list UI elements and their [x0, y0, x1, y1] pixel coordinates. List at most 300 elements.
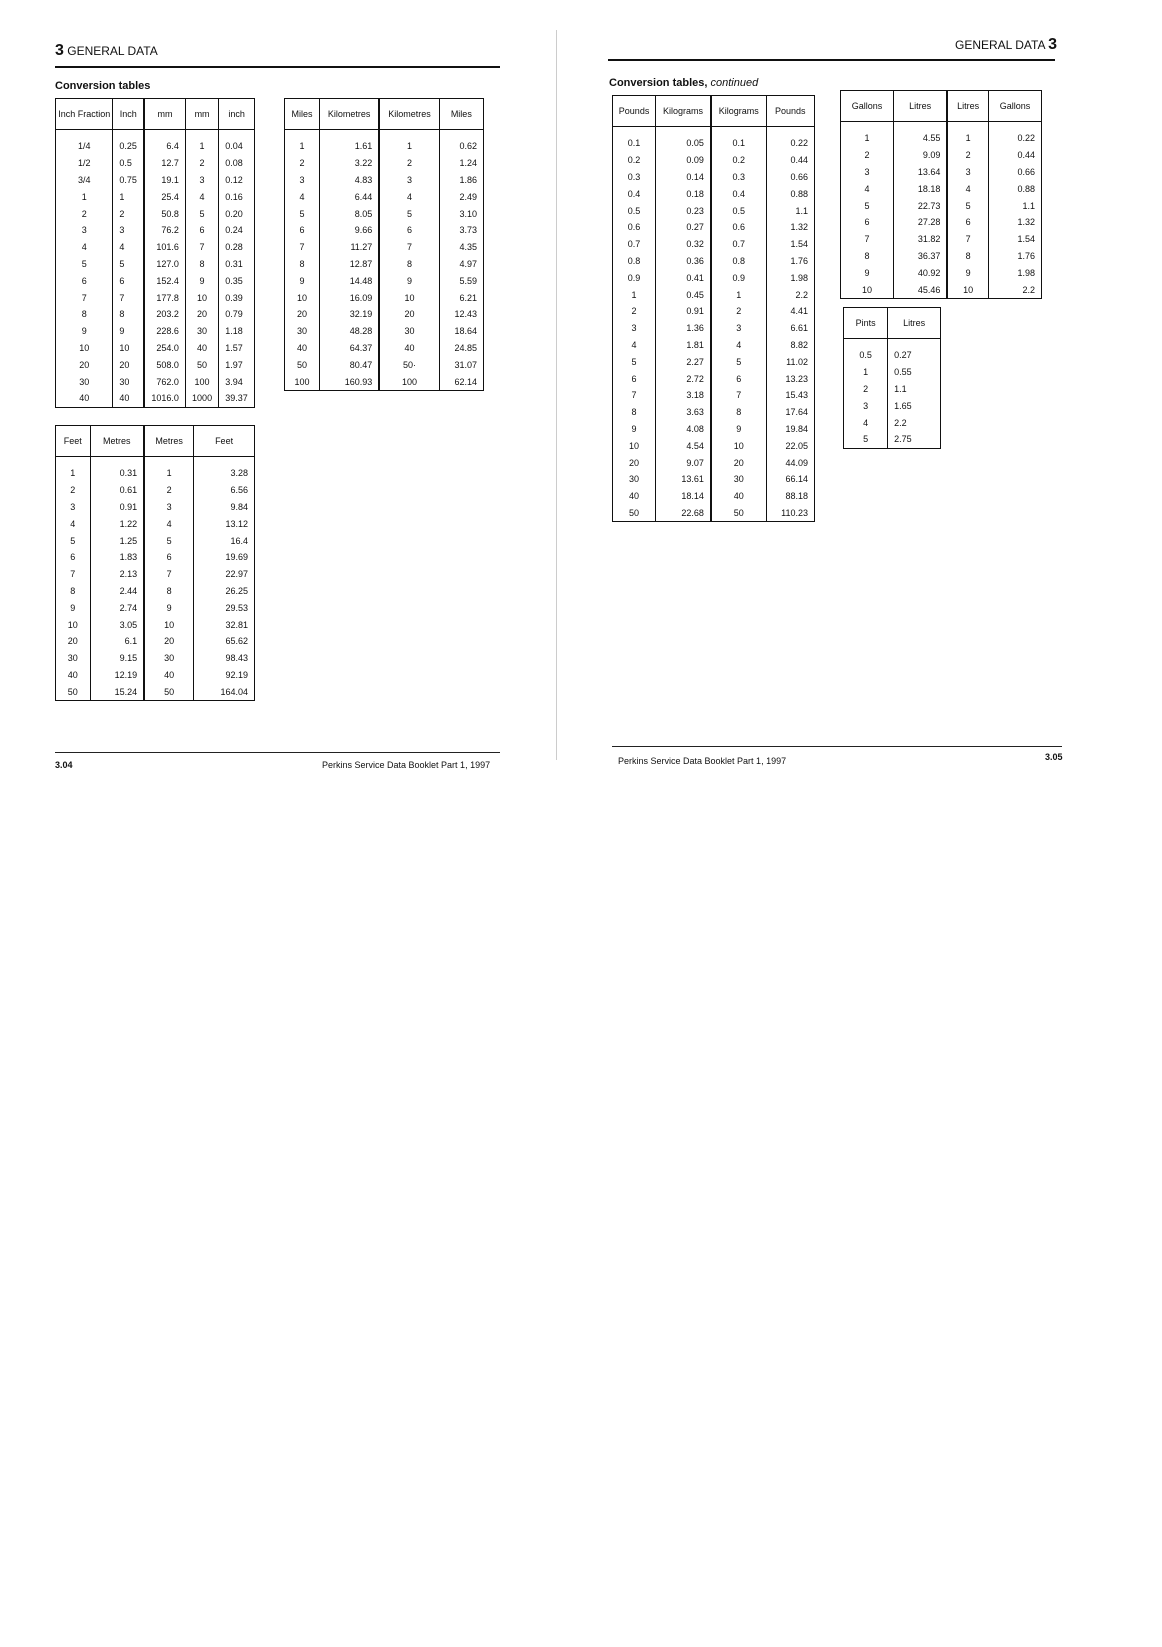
table-row: [613, 269, 815, 286]
table-row: [56, 499, 255, 516]
table-cell: 3: [144, 499, 194, 516]
table-row: [56, 549, 255, 566]
table-cell: 8: [144, 583, 194, 600]
table-cell: 7: [56, 289, 113, 306]
section-title: [609, 77, 758, 89]
table-row: [613, 169, 815, 186]
table-row: [613, 127, 815, 152]
table-cell: 1/4: [56, 130, 113, 155]
table-cell: 30: [56, 650, 91, 667]
table-cell: 50·: [379, 356, 439, 373]
table-cell: 15.43: [785, 390, 808, 401]
table-cell: 1.97: [225, 359, 243, 370]
table-cell: 6: [185, 222, 218, 239]
table-cell: 12.87: [319, 256, 379, 273]
table-cell: 762.0: [144, 373, 185, 390]
table-cell: 3: [947, 164, 988, 181]
table-cell: 7: [144, 566, 194, 583]
table-cell: 0.5: [613, 202, 656, 219]
table-cell: 2: [144, 482, 194, 499]
table-row: [285, 272, 484, 289]
table-cell: 2: [947, 147, 988, 164]
table-cell: 4: [285, 188, 320, 205]
table-cell: 32.81: [225, 619, 248, 630]
table-cell: 0.3: [711, 169, 766, 186]
table-cell: 3.94: [225, 376, 243, 387]
table-row: [613, 185, 815, 202]
table-cell: 1.76: [1017, 250, 1035, 261]
table-cell: 2.27: [656, 353, 711, 370]
table-cell: 5: [711, 353, 766, 370]
table-cell: 0.6: [711, 219, 766, 236]
table-cell: 3: [56, 499, 91, 516]
table-cell: 20: [285, 306, 320, 323]
table-cell: 1.98: [790, 272, 808, 283]
table-cell: 6: [711, 370, 766, 387]
table-row: [844, 431, 941, 448]
table-cell: 2: [844, 381, 888, 398]
table-cell: 19.69: [225, 552, 248, 563]
table-cell: 0.12: [225, 174, 243, 185]
table-cell: 9: [379, 272, 439, 289]
column-header: Kilometres: [319, 99, 379, 130]
page-number: 3.05: [1045, 752, 1063, 762]
table-cell: 20: [144, 633, 194, 650]
table-cell: 6.21: [459, 292, 477, 303]
table-cell: 27.28: [894, 214, 948, 231]
table-cell: 3: [711, 320, 766, 337]
table-cell: 4.83: [319, 172, 379, 189]
table-cell: 0.1: [613, 127, 656, 152]
table-cell: 1.86: [459, 174, 477, 185]
table-cell: 64.37: [319, 340, 379, 357]
table-cell: 1000: [185, 390, 218, 407]
table-cell: 65.62: [225, 636, 248, 647]
table-row: [56, 205, 255, 222]
table-cell: 1: [947, 122, 988, 147]
table-cell: 0.88: [790, 188, 808, 199]
section-title-suffix: continued: [710, 77, 759, 89]
table-cell: 4: [947, 180, 988, 197]
table-cell: 1: [113, 188, 144, 205]
table-row: [613, 421, 815, 438]
table-cell: 98.43: [225, 653, 248, 664]
table-cell: 10: [379, 289, 439, 306]
table-cell: 20: [379, 306, 439, 323]
header-rule: [608, 59, 1055, 61]
table-cell: 11.02: [786, 356, 808, 367]
table-cell: 4: [56, 239, 113, 256]
table-row: [56, 130, 255, 155]
column-header: inch: [219, 99, 255, 130]
table-cell: 29.53: [225, 602, 248, 613]
table-cell: 19.84: [785, 423, 808, 434]
table-cell: 4: [185, 188, 218, 205]
table-cell: 31.82: [894, 231, 948, 248]
table-cell: 45.46: [894, 281, 948, 298]
table-cell: 9: [711, 421, 766, 438]
table-cell: 9.66: [319, 222, 379, 239]
table-cell: 1.76: [790, 255, 808, 266]
header-row: [841, 91, 1042, 122]
table-cell: 0.3: [613, 169, 656, 186]
chapter-title: GENERAL DATA: [955, 38, 1045, 52]
footer-text: Perkins Service Data Booklet Part 1, 1997: [322, 760, 491, 770]
table-cell: 0.88: [1017, 183, 1035, 194]
table-cell: 0.05: [656, 127, 711, 152]
table-cell: 5: [947, 197, 988, 214]
table-cell: 1.54: [790, 239, 808, 250]
table-row: [56, 515, 255, 532]
table-cell: 2.72: [656, 370, 711, 387]
table-cell: 4: [144, 515, 194, 532]
table-cell: 0.9: [613, 269, 656, 286]
header-row: [56, 99, 255, 130]
table-cell: 7: [56, 566, 91, 583]
table-row: [844, 339, 941, 364]
table-cell: 0.31: [225, 258, 243, 269]
table-cell: 2.2: [795, 289, 808, 300]
table-cell: 3: [185, 172, 218, 189]
table-cell: 16.4: [230, 535, 248, 546]
table-cell: 5: [113, 256, 144, 273]
footer-rule: [612, 746, 1062, 747]
table-cell: 6: [285, 222, 320, 239]
table-row: [613, 404, 815, 421]
table-cell: 1: [144, 457, 194, 482]
table-cell: 20: [113, 356, 144, 373]
table-cell: 1: [56, 457, 91, 482]
table-cell: 0.8: [613, 253, 656, 270]
table-row: [56, 616, 255, 633]
table-cell: 177.8: [144, 289, 185, 306]
table-row: [613, 320, 815, 337]
table-cell: 3.63: [656, 404, 711, 421]
table-cell: 2: [56, 482, 91, 499]
table-cell: 20: [613, 454, 656, 471]
table-row: [56, 155, 255, 172]
chapter-title: GENERAL DATA: [67, 44, 158, 58]
table-cell: 1.81: [656, 337, 711, 354]
table-cell: 0.66: [1017, 166, 1035, 177]
table-cell: 9: [113, 323, 144, 340]
table-cell: 50: [285, 356, 320, 373]
table-cell: 88.18: [785, 491, 808, 502]
table-row: [56, 532, 255, 549]
table-row: [285, 306, 484, 323]
table-cell: 4: [56, 515, 91, 532]
table-cell: 0.6: [613, 219, 656, 236]
table-cell: 0.41: [656, 269, 711, 286]
table-cell: 20: [711, 454, 766, 471]
column-header: Metres: [90, 426, 144, 457]
table-cell: 2: [711, 303, 766, 320]
table-cell: 254.0: [144, 340, 185, 357]
table-cell: 3/4: [56, 172, 113, 189]
table-row: [613, 219, 815, 236]
table-cell: 101.6: [144, 239, 185, 256]
table-cell: 30: [56, 373, 113, 390]
table-cell: 3: [379, 172, 439, 189]
table-cell: 3: [613, 320, 656, 337]
header-row: [285, 99, 484, 130]
table-row: [613, 337, 815, 354]
table-cell: 5: [285, 205, 320, 222]
table-cell: 1.54: [1017, 234, 1035, 245]
table-cell: 1.1: [1022, 200, 1035, 211]
column-header: Feet: [194, 426, 255, 457]
table-cell: 6: [56, 549, 91, 566]
table-cell: 152.4: [144, 272, 185, 289]
table-row: [56, 457, 255, 482]
table-cell: 9: [56, 323, 113, 340]
table-cell: 15.24: [90, 683, 144, 700]
table-cell: 10: [613, 437, 656, 454]
table-cell: 2.2: [1022, 284, 1035, 295]
table-cell: 4.55: [894, 122, 948, 147]
table-cell: 40: [144, 667, 194, 684]
table-cell: 2.13: [90, 566, 144, 583]
table-row: [56, 667, 255, 684]
table-cell: 50: [144, 683, 194, 700]
table-cell: 8: [841, 248, 894, 265]
table-cell: 1/2: [56, 155, 113, 172]
table-row: [56, 599, 255, 616]
table-cell: 1.32: [1017, 217, 1035, 228]
table-cell: 10: [56, 340, 113, 357]
table-cell: 1016.0: [144, 390, 185, 407]
page-fold: [556, 30, 557, 760]
table-cell: 13.64: [894, 164, 948, 181]
table-cell: 3.10: [459, 208, 477, 219]
table-cell: 4: [711, 337, 766, 354]
table-cell: 2: [185, 155, 218, 172]
table-row: [613, 202, 815, 219]
table-cell: 100: [379, 373, 439, 390]
right-chapter-header: [955, 36, 1057, 54]
table-cell: 0.25: [113, 130, 144, 155]
table-cell: 3: [56, 222, 113, 239]
table-cell: 5: [379, 205, 439, 222]
table-cell: 0.14: [656, 169, 711, 186]
table-cell: 9.07: [656, 454, 711, 471]
table-cell: 9.09: [894, 147, 948, 164]
table-cell: 7: [711, 387, 766, 404]
table-cell: 7: [379, 239, 439, 256]
table-cell: 40: [711, 488, 766, 505]
table-cell: 9: [56, 599, 91, 616]
table-cell: 32.19: [319, 306, 379, 323]
column-header: Gallons: [988, 91, 1041, 122]
table-cell: 30: [613, 471, 656, 488]
table-cell: 19.1: [144, 172, 185, 189]
table-row: [56, 188, 255, 205]
table-cell: 8.82: [790, 339, 808, 350]
table-row: [613, 303, 815, 320]
table-cell: 40: [113, 390, 144, 407]
table-row: [613, 236, 815, 253]
table-cell: 1: [841, 122, 894, 147]
table-cell: 508.0: [144, 356, 185, 373]
table-row: [56, 256, 255, 273]
table-cell: 5: [144, 532, 194, 549]
table-cell: 2.2: [894, 417, 907, 428]
table-cell: 4: [844, 414, 888, 431]
table-row: [841, 248, 1042, 265]
table-cell: 10: [285, 289, 320, 306]
table-cell: 50: [711, 505, 766, 522]
table-cell: 5: [844, 431, 888, 448]
table-cell: 8: [711, 404, 766, 421]
table-cell: 0.91: [656, 303, 711, 320]
feet-metres-table: [55, 425, 255, 701]
pints-litres-table: [843, 307, 941, 449]
table-cell: 6: [613, 370, 656, 387]
table-row: [56, 650, 255, 667]
table-row: [613, 286, 815, 303]
table-cell: 0.31: [90, 457, 144, 482]
table-row: [841, 122, 1042, 147]
table-cell: 9: [185, 272, 218, 289]
table-cell: 2.44: [90, 583, 144, 600]
table-cell: 9: [144, 599, 194, 616]
table-cell: 25.4: [144, 188, 185, 205]
table-cell: 40: [613, 488, 656, 505]
table-cell: 1: [379, 130, 439, 155]
table-cell: 20: [56, 356, 113, 373]
table-row: [285, 256, 484, 273]
table-cell: 1.18: [225, 326, 243, 337]
table-cell: 0.27: [894, 350, 912, 361]
table-cell: 4.41: [790, 306, 808, 317]
table-cell: 0.4: [711, 185, 766, 202]
header-rule: [55, 66, 500, 68]
column-header: Inch: [113, 99, 144, 130]
table-row: [56, 356, 255, 373]
table-cell: 0.61: [90, 482, 144, 499]
table-row: [841, 214, 1042, 231]
table-cell: 2: [56, 205, 113, 222]
table-row: [56, 340, 255, 357]
table-cell: 0.36: [656, 253, 711, 270]
table-cell: 9: [613, 421, 656, 438]
table-cell: 1.65: [894, 400, 912, 411]
table-cell: 10: [185, 289, 218, 306]
table-cell: 30: [711, 471, 766, 488]
table-row: [56, 289, 255, 306]
table-cell: 1.25: [90, 532, 144, 549]
footer-text: Perkins Service Data Booklet Part 1, 1997: [618, 756, 787, 766]
table-cell: 2: [113, 205, 144, 222]
table-cell: 2: [379, 155, 439, 172]
table-cell: 2: [613, 303, 656, 320]
table-cell: 3.22: [319, 155, 379, 172]
table-cell: 18.18: [894, 180, 948, 197]
table-cell: 44.09: [785, 457, 808, 468]
table-cell: 0.24: [225, 225, 243, 236]
table-cell: 48.28: [319, 323, 379, 340]
table-cell: 24.85: [454, 342, 477, 353]
table-cell: 40.92: [894, 264, 948, 281]
table-cell: 6: [841, 214, 894, 231]
table-cell: 5: [613, 353, 656, 370]
table-cell: 50: [56, 683, 91, 700]
table-cell: 2.74: [90, 599, 144, 616]
table-cell: 10: [113, 340, 144, 357]
table-cell: 0.20: [225, 208, 243, 219]
column-header: mm: [144, 99, 185, 130]
table-cell: 0.55: [894, 367, 912, 378]
table-row: [841, 147, 1042, 164]
table-cell: 9.15: [90, 650, 144, 667]
table-cell: 7: [613, 387, 656, 404]
table-cell: 0.44: [1017, 150, 1035, 161]
table-cell: 160.93: [319, 373, 379, 390]
table-cell: 6: [144, 549, 194, 566]
table-cell: 0.45: [656, 286, 711, 303]
table-cell: 40: [185, 340, 218, 357]
table-cell: 0.7: [613, 236, 656, 253]
column-header: Litres: [888, 308, 941, 339]
table-cell: 7: [185, 239, 218, 256]
table-cell: 11.27: [319, 239, 379, 256]
table-row: [841, 231, 1042, 248]
column-header: Kilometres: [379, 99, 439, 130]
table-cell: 10: [56, 616, 91, 633]
table-row: [285, 289, 484, 306]
table-row: [613, 505, 815, 522]
table-cell: 14.48: [319, 272, 379, 289]
table-cell: 164.04: [220, 686, 248, 697]
table-cell: 0.39: [225, 292, 243, 303]
table-row: [613, 471, 815, 488]
table-row: [844, 397, 941, 414]
table-cell: 100: [185, 373, 218, 390]
table-row: [56, 482, 255, 499]
column-header: Feet: [56, 426, 91, 457]
table-cell: 39.37: [225, 393, 248, 404]
table-cell: 66.14: [785, 474, 808, 485]
table-cell: 3.28: [230, 468, 248, 479]
gallons-litres-table: [840, 90, 1042, 299]
table-cell: 0.22: [1017, 133, 1035, 144]
table-cell: 0.5: [711, 202, 766, 219]
table-row: [613, 253, 815, 270]
table-cell: 2: [285, 155, 320, 172]
table-cell: 0.22: [790, 138, 808, 149]
table-cell: 3.73: [459, 225, 477, 236]
table-cell: 30: [185, 323, 218, 340]
chapter-number: 3: [55, 42, 64, 59]
table-cell: 30: [113, 373, 144, 390]
table-cell: 7: [285, 239, 320, 256]
table-row: [285, 323, 484, 340]
table-cell: 2.49: [459, 191, 477, 202]
table-cell: 6: [56, 272, 113, 289]
table-cell: 17.64: [785, 407, 808, 418]
table-cell: 6: [113, 272, 144, 289]
table-cell: 1: [56, 188, 113, 205]
table-row: [285, 205, 484, 222]
table-cell: 3: [113, 222, 144, 239]
table-cell: 0.62: [459, 141, 477, 152]
table-cell: 100: [285, 373, 320, 390]
table-cell: 0.1: [711, 127, 766, 152]
table-cell: 62.14: [454, 376, 477, 387]
table-cell: 3: [844, 397, 888, 414]
table-cell: 1: [185, 130, 218, 155]
table-cell: 22.97: [225, 569, 248, 580]
